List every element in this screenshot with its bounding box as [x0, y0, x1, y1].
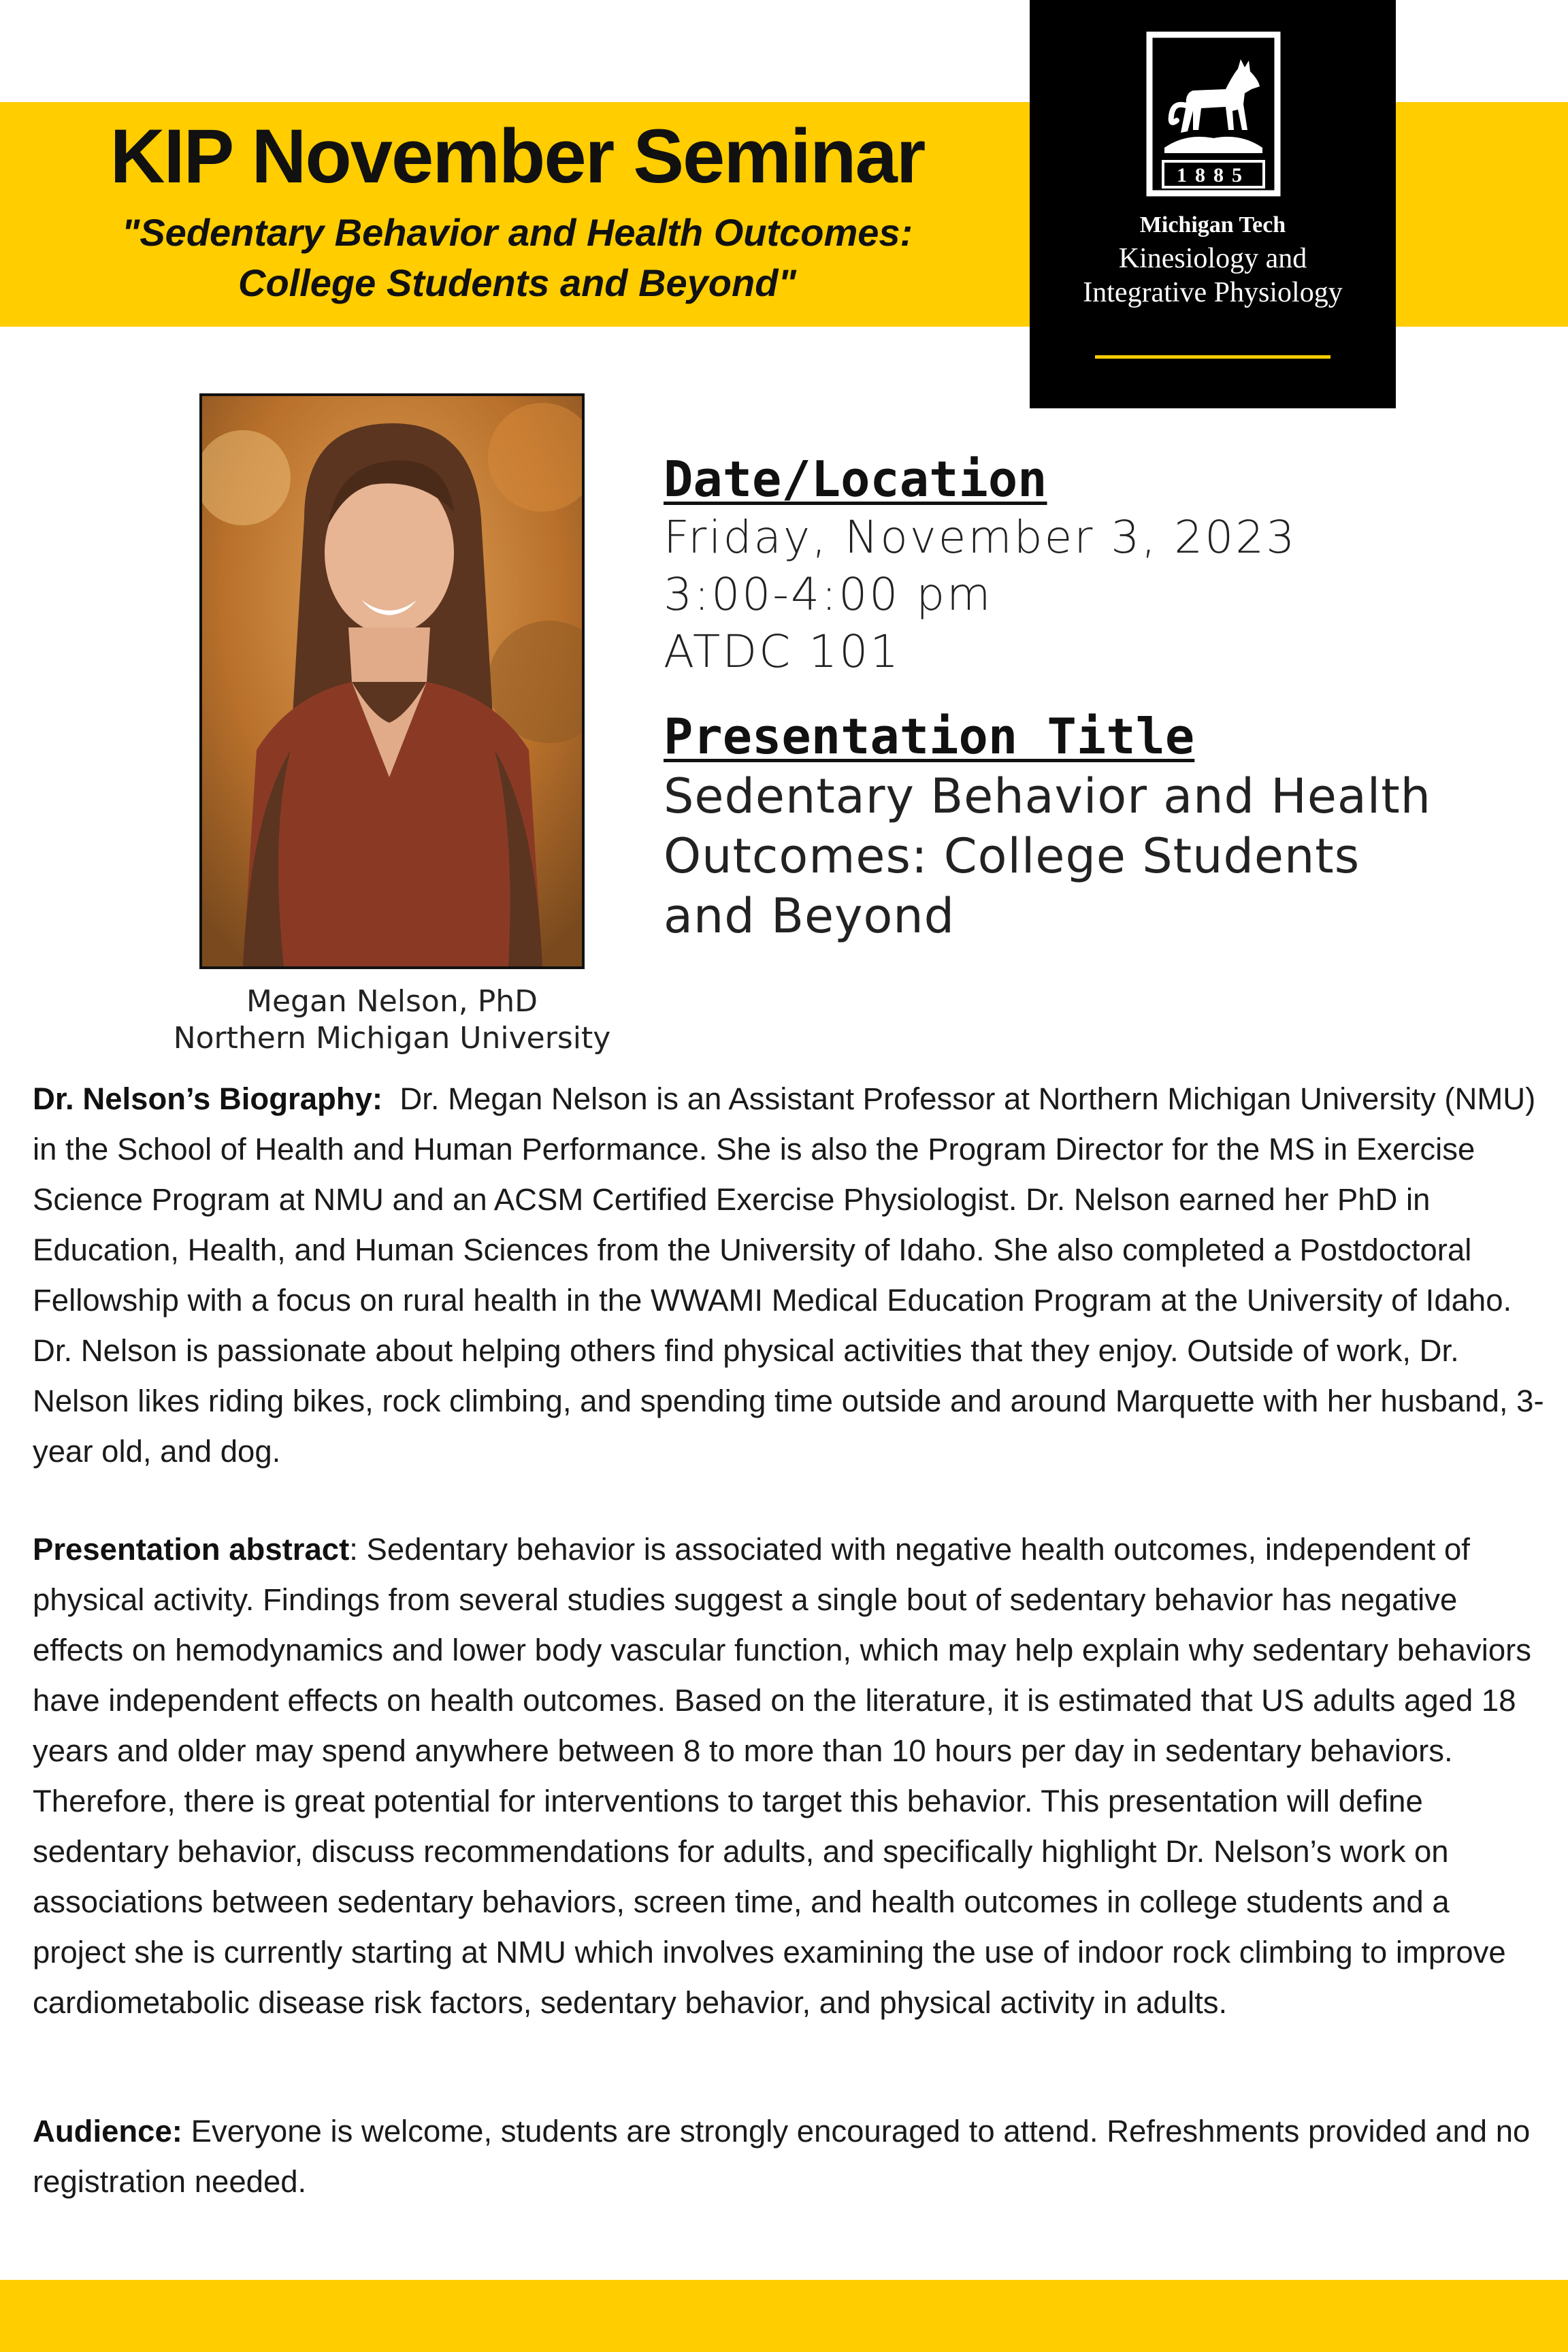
page-title: KIP November Seminar — [110, 114, 925, 199]
audience-paragraph — [33, 2106, 1550, 2207]
footer-band — [0, 2280, 1568, 2352]
logo-dept-line-1: Kinesiology and — [1118, 243, 1307, 274]
audience-text: Everyone is welcome, students are strongly encouraged to attend. Refreshments provided and no registration needed. — [33, 2114, 1531, 2199]
biography-paragraph — [33, 1074, 1550, 1477]
event-room: ATDC 101 — [664, 625, 901, 678]
presentation-title-line-2: Outcomes: College Students — [664, 828, 1360, 884]
subtitle-line-1: "Sedentary Behavior and Health Outcomes: — [121, 211, 913, 254]
presentation-title-line-3: and Beyond — [664, 888, 956, 944]
abstract-label: Presentation abstract — [33, 1532, 350, 1567]
speaker-photo — [199, 393, 585, 969]
photo-caption — [150, 983, 634, 1057]
logo-brand: Michigan Tech — [1139, 212, 1286, 238]
logo-dept-line-2: Integrative Physiology — [1083, 277, 1343, 308]
event-date: Friday, November 3, 2023 — [664, 511, 1297, 564]
event-time: 3:00-4:00 pm — [664, 568, 993, 621]
biography-label: Dr. Nelson’s Biography: — [33, 1081, 383, 1116]
audience-label: Audience: — [33, 2114, 182, 2149]
presentation-title-line-1: Sedentary Behavior and Health — [664, 768, 1432, 824]
speaker-name: Megan Nelson, PhD — [246, 984, 538, 1019]
logo-department — [1030, 242, 1396, 310]
speaker-affiliation: Northern Michigan University — [173, 1021, 611, 1056]
michigan-tech-logo — [1030, 0, 1396, 408]
presentation-title-heading: Presentation Title — [664, 708, 1195, 765]
abstract-text: : Sedentary behavior is associated with negative health outcomes, independent of physical activity. Findings from several studies suggest a single bout of sedentary behavior has negative effects on hemodynamics and lower body vascular function, which may help explain why sedentary behaviors have independent effects on health outcomes. Based on the literature, it is estimated that US adults aged 18 years and older may spend anywhere between 8 to more than 10 hours per day in sedentary behaviors. Therefore, there is great potential for interventions to target this behavior. This presentation will define sedentary behavior, discuss recommendations for adults, and specifically highlight Dr. Nelson’s work on associations between sedentary behaviors, screen time, and health outcomes in college students and a project she is currently starting at NMU which involves examining the use of indoor rock climbing to improve cardiometabolic disease risk factors, sedentary behavior, and physical activity in adults. — [33, 1532, 1532, 2020]
seminar-subtitle — [0, 208, 1034, 308]
abstract-paragraph — [33, 1524, 1550, 2028]
logo-gold-rule — [1095, 355, 1330, 359]
husky-emblem-icon — [1145, 31, 1281, 197]
logo-year: 1885 — [1177, 164, 1250, 186]
biography-text: Dr. Megan Nelson is an Assistant Professor at Northern Michigan University (NMU) in the School of Health and Human Performance. She is also the Program Director for the MS in Exercise Science Program at NMU and an ACSM Certified Exercise Physiologist. Dr. Nelson earned her PhD in Education, Health, and Human Sciences from the University of Idaho. She also completed a Postdoctoral Fellowship with a focus on rural health in the WWAMI Medical Education Program at the University of Idaho. Dr. Nelson is passionate about helping others find physical activities that they enjoy. Outside of work, Dr. Nelson likes riding bikes, rock climbing, and spending time outside and around Marquette with her husband, 3-year old, and dog. — [33, 1081, 1544, 1469]
date-location-heading: Date/Location — [664, 451, 1047, 508]
subtitle-line-2: College Students and Beyond" — [238, 261, 796, 304]
date-location-section — [664, 449, 1446, 681]
presentation-title-section — [664, 706, 1446, 946]
speaker-portrait — [202, 396, 582, 966]
